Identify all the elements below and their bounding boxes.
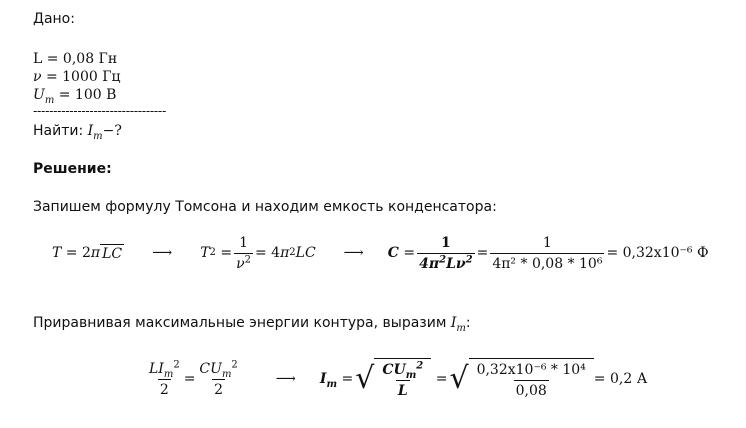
step2-text: Приравнивая максимальные энергии контура, выразим $I_m$: <box>33 315 471 334</box>
given-inductance-value: = 0,08 Гн <box>46 51 118 67</box>
arrow-icon: ⟶ <box>152 245 173 261</box>
sqrt-sign-icon: √ <box>449 361 469 396</box>
thomson-formula-line: T = 2 π LC ⟶ T 2 = $\frac{1}{\nu^2}$ = 4 π 2 LC ⟶ C = $\frac{1}{4\pi^2L\nu^2}$ = $\frac{1}{\text{4π² * 0,08 * 10⁶}}$ = 0,32х10⁻⁶ Ф <box>52 234 709 272</box>
sqrt-sign-icon: √ <box>355 361 375 396</box>
given-voltage-value: = 100 В <box>58 87 117 103</box>
given-divider: --------------------------------- <box>33 104 166 118</box>
current-numerator: 0,32х10⁻⁶ * 10⁴ <box>476 362 586 378</box>
current-result: = 0,2 А <box>593 371 648 387</box>
given-heading: Дано: <box>33 11 75 27</box>
capacitance-denominator: 4π² * 0,08 * 10⁶ <box>490 253 604 273</box>
given-frequency: ν = 1000 Гц <box>33 69 121 85</box>
find-tail: −? <box>102 123 122 139</box>
step2-text-main: Приравнивая максимальные энергии контура, выразим <box>33 315 447 331</box>
capacitance-result: = 0,32х10⁻⁶ Ф <box>606 245 709 261</box>
solution-heading: Решение: <box>33 161 112 177</box>
arrow-icon: ⟶ <box>343 245 364 261</box>
given-frequency-value: = 1000 Гц <box>45 69 121 85</box>
find-label: Найти: <box>33 123 84 139</box>
step1-text: Запишем формулу Томсона и находим емкость конденсатора: <box>33 199 497 215</box>
current-denominator: 0,08 <box>514 380 549 400</box>
given-voltage: $U_m = 100$ В <box>33 87 117 106</box>
find-line: Найти: $I_m-$? <box>33 123 122 142</box>
energy-formula-line: $\frac{LI_m^2}{2}$ = $\frac{CU_m^2}{2}$ ⟶ $I_m$ = √ $\frac{CU_m^2}{L}$ = √ $\frac{\text{0,32х10⁻⁶ * 10⁴}}{0,08}$ = 0,2 А <box>149 358 648 399</box>
arrow-icon: ⟶ <box>275 371 296 387</box>
given-inductance: L = 0,08 Гн <box>33 51 118 67</box>
